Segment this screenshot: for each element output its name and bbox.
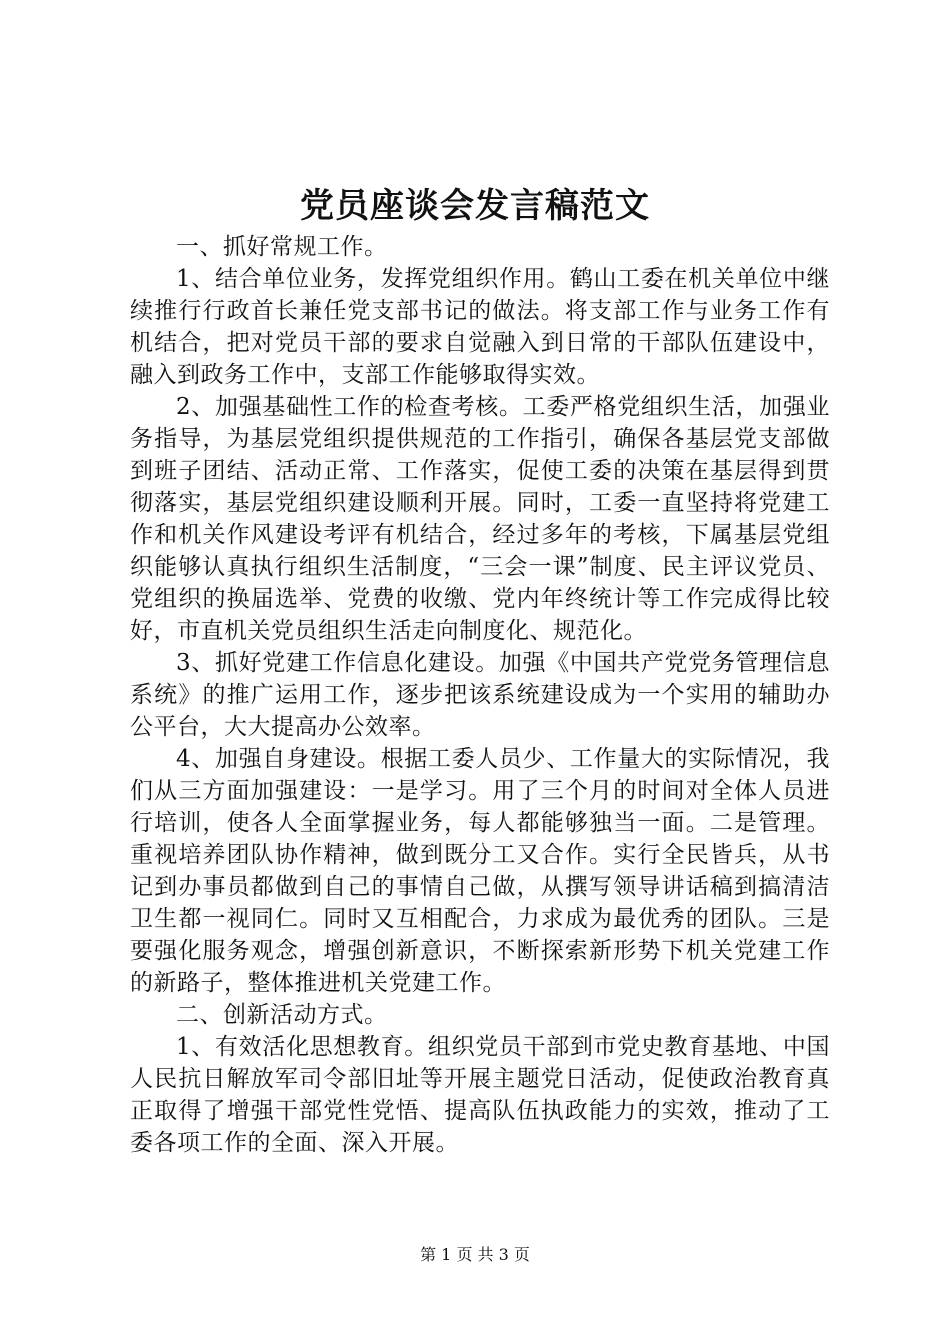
paragraph-section-2-heading: 二、创新活动方式。 xyxy=(176,1002,388,1028)
paragraph-item-1-2: 2、加强基础性工作的检查考核。工委严格党组织生活，加强业务指导，为基层党组织提供规范的工作指引，确保各基层党支部做到班子团结、活动正常、工作落实，促使工委的决策在基层得到贯彻落实，基层党组织建设顺利开展。同时，工委一直坚持将党建工作和机关作风建设考评有机结合，经过多年的考核，下属基层党组织能够认真执行组织生活制度，“三会一课”制度、民主评议党员、党组织的换届选举、党费的收缴、党内年终统计等工作完成得比较好，市直机关党员组织生活走向制度化、规范化。 xyxy=(130,394,830,644)
paragraph-item-2-1: 1、有效活化思想教育。组织党员干部到市党史教育基地、中国人民抗日解放军司令部旧址等开展主题党日活动，促使政治教育真正取得了增强干部党性党悟、提高队伍执政能力的实效，推动了工委各项工作的全面、深入开展。 xyxy=(130,1034,830,1156)
paragraph-section-1-heading: 一、抓好常规工作。 xyxy=(176,234,388,260)
paragraph-item-1-4: 4、加强自身建设。根据工委人员少、工作量大的实际情况，我们从三方面加强建设：一是学习。用了三个月的时间对全体人员进行培训，使各人全面掌握业务，每人都能够独当一面。二是管理。重视培养团队协作精神，做到既分工又合作。实行全民皆兵，从书记到办事员都做到自己的事情自己做，从撰写领导讲话稿到搞清洁卫生都一视同仁。同时又互相配合，力求成为最优秀的团队。三是要强化服务观念，增强创新意识，不断探索新形势下机关党建工作的新路子，整体推进机关党建工作。 xyxy=(130,746,830,996)
paragraph-item-1-1: 1、结合单位业务，发挥党组织作用。鹤山工委在机关单位中继续推行行政首长兼任党支部书记的做法。将支部工作与业务工作有机结合，把对党员干部的要求自觉融入到日常的干部队伍建设中，融入到政务工作中，支部工作能够取得实效。 xyxy=(130,266,830,388)
page-footer: 第 1 页 共 3 页 xyxy=(420,1245,530,1264)
paragraph-item-1-3: 3、抓好党建工作信息化建设。加强《中国共产党党务管理信息系统》的推广运用工作，逐步把该系统建设成为一个实用的辅助办公平台，大大提高办公效率。 xyxy=(130,650,830,740)
document-title: 党员座谈会发言稿范文 xyxy=(300,186,650,226)
document-body xyxy=(130,231,830,1159)
